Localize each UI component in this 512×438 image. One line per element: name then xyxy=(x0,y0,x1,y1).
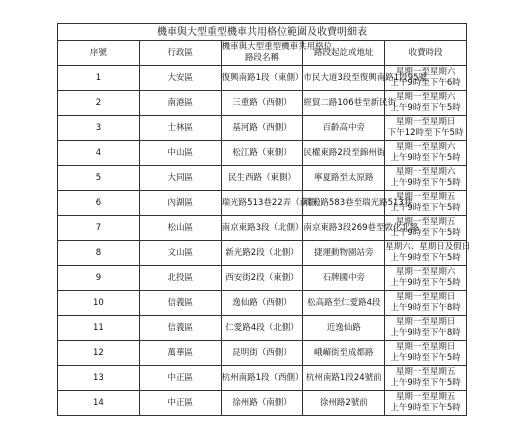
table-body xyxy=(58,66,471,416)
cell-index: 12 xyxy=(58,341,140,366)
cell-district: 信義區 xyxy=(139,291,221,316)
cell-segment: 近逸仙路 xyxy=(303,316,385,341)
cell-index: 11 xyxy=(58,316,140,341)
header-road-line: 路段名稱 xyxy=(244,53,279,63)
header-segment: 路段起訖或地址 xyxy=(303,41,385,66)
cell-index: 4 xyxy=(58,141,140,166)
table-row xyxy=(58,291,467,316)
cell-hours xyxy=(385,216,467,241)
cell-index: 14 xyxy=(58,391,140,416)
cell-district: 中山區 xyxy=(139,141,221,166)
cell-road: 民生西路（東側） xyxy=(221,166,303,191)
cell-hours xyxy=(385,166,467,191)
hours-line: 星期一至星期六 xyxy=(395,142,456,152)
table-row xyxy=(58,266,467,291)
cell-district: 文山區 xyxy=(139,241,221,266)
cell-road: 昆明街（西側） xyxy=(221,341,303,366)
cell-index: 7 xyxy=(58,216,140,241)
cell-hours xyxy=(385,91,467,116)
cell-hours xyxy=(385,291,467,316)
cell-road: 西安街2段（東側） xyxy=(221,266,303,291)
table-row xyxy=(58,191,467,216)
cell-hours xyxy=(385,241,471,266)
cell-segment: 南京東路3段269巷至敦化北路 xyxy=(303,216,385,241)
cell-district: 信義區 xyxy=(139,316,221,341)
hours-line: 星期一至星期六 xyxy=(395,267,456,277)
table-row xyxy=(58,91,467,116)
hours-line: 星期一至星期六 xyxy=(395,92,456,102)
cell-segment: 瑞光路583巷至瑞光路513巷 xyxy=(303,191,385,216)
hours-line: 下午12時至下午5時 xyxy=(387,128,464,138)
header-road-line: 機車與大型重型機車共用格位 xyxy=(221,42,333,52)
cell-road: 瑞光路513巷22弄（南側） xyxy=(221,191,303,216)
cell-index: 13 xyxy=(58,366,140,391)
hours-line: 上午9時至下午6時 xyxy=(390,78,461,88)
cell-index: 2 xyxy=(58,91,140,116)
cell-segment: 民權東路2段至錦州街 xyxy=(303,141,385,166)
table-row xyxy=(58,116,467,141)
cell-index: 9 xyxy=(58,266,140,291)
hours-line: 星期一至星期五 xyxy=(395,392,456,402)
cell-district: 北投區 xyxy=(139,266,221,291)
hours-line: 星期一至星期日 xyxy=(395,342,456,352)
cell-index: 1 xyxy=(58,66,140,91)
cell-segment: 峨嵋街至成都路 xyxy=(303,341,385,366)
cell-hours xyxy=(385,191,467,216)
cell-district: 萬華區 xyxy=(139,341,221,366)
hours-line: 上午9時至下午5時 xyxy=(390,353,461,363)
cell-index: 6 xyxy=(58,191,140,216)
cell-road: 逸仙路（西側） xyxy=(221,291,303,316)
hours-line: 上午9時至下午5時 xyxy=(390,203,461,213)
hours-line: 上午9時至下午5時 xyxy=(390,253,461,263)
hours-line: 上午9時至下午5時 xyxy=(390,278,461,288)
cell-segment: 市民大道3段至復興南路1段95號 xyxy=(303,66,385,91)
table-row xyxy=(58,366,467,391)
hours-line: 上午9時至下午5時 xyxy=(390,228,461,238)
cell-hours xyxy=(385,66,467,91)
hours-line: 上午9時至下午8時 xyxy=(390,328,461,338)
table-row xyxy=(58,141,467,166)
cell-road: 新光路2段（北側） xyxy=(221,241,303,266)
header-hours: 收費時段 xyxy=(385,41,467,66)
cell-road: 復興南路1段（東側） xyxy=(221,66,303,91)
cell-index: 8 xyxy=(58,241,140,266)
table-row xyxy=(58,341,467,366)
cell-segment: 石牌國中旁 xyxy=(303,266,385,291)
cell-segment: 捷運動物園站旁 xyxy=(303,241,385,266)
table-row xyxy=(58,66,467,91)
hours-line: 星期一至星期日 xyxy=(395,292,456,302)
cell-segment: 經貿二路106巷至新民街 xyxy=(303,91,385,116)
cell-hours xyxy=(385,116,467,141)
cell-segment: 寧夏路至太原路 xyxy=(303,166,385,191)
hours-line: 星期一至星期五 xyxy=(395,192,456,202)
header-road xyxy=(221,41,333,66)
hours-line: 上午9時至下午5時 xyxy=(390,103,461,113)
cell-district: 內湖區 xyxy=(139,191,221,216)
cell-district: 松山區 xyxy=(139,216,221,241)
cell-road: 徐州路（南側） xyxy=(221,391,303,416)
cell-road: 南京東路3段（北側） xyxy=(221,216,303,241)
table-row xyxy=(58,316,467,341)
cell-segment: 杭州南路1段24號前 xyxy=(303,366,385,391)
cell-road: 松江路（東側） xyxy=(221,141,303,166)
hours-line: 星期一至星期六 xyxy=(395,167,456,177)
cell-segment: 徐州路2號前 xyxy=(303,391,385,416)
hours-line: 星期一至星期五 xyxy=(395,367,456,377)
table-row xyxy=(58,241,467,266)
table-row xyxy=(58,166,467,191)
cell-index: 5 xyxy=(58,166,140,191)
cell-segment: 百齡高中旁 xyxy=(303,116,385,141)
cell-road: 杭州南路1段（西側） xyxy=(221,366,303,391)
hours-line: 上午9時至下午5時 xyxy=(390,403,461,413)
cell-district: 南港區 xyxy=(139,91,221,116)
table-title: 機車與大型重型機車共用格位範圍及收費明細表 xyxy=(58,24,467,41)
hours-line: 星期一至星期五 xyxy=(395,217,456,227)
hours-line: 上午9時至下午5時 xyxy=(390,153,461,163)
cell-hours xyxy=(385,266,467,291)
cell-district: 大安區 xyxy=(139,66,221,91)
hours-line: 星期一至星期六 xyxy=(395,67,456,77)
cell-hours xyxy=(385,141,467,166)
cell-road: 仁愛路4段（北側） xyxy=(221,316,303,341)
cell-segment: 松高路至仁愛路4段 xyxy=(303,291,385,316)
hours-line: 星期一至星期日 xyxy=(395,317,456,327)
cell-index: 10 xyxy=(58,291,140,316)
hours-line: 上午9時至下午5時 xyxy=(390,378,461,388)
header-district: 行政區 xyxy=(139,41,221,66)
header-index: 序號 xyxy=(58,41,140,66)
table-row xyxy=(58,391,467,416)
cell-hours xyxy=(385,391,467,416)
hours-line: 星期六、星期日及假日 xyxy=(385,242,471,252)
cell-district: 中正區 xyxy=(139,366,221,391)
cell-road: 基河路（西側） xyxy=(221,116,303,141)
hours-line: 上午9時至下午5時 xyxy=(390,178,461,188)
cell-hours xyxy=(385,341,467,366)
cell-district: 大同區 xyxy=(139,166,221,191)
table-row xyxy=(58,216,467,241)
cell-hours xyxy=(385,366,467,391)
cell-district: 中正區 xyxy=(139,391,221,416)
cell-index: 3 xyxy=(58,116,140,141)
fee-table xyxy=(57,23,471,416)
cell-hours xyxy=(385,316,467,341)
hours-line: 上午9時至下午8時 xyxy=(390,303,461,313)
cell-road: 三重路（西側） xyxy=(221,91,303,116)
cell-district: 士林區 xyxy=(139,116,221,141)
hours-line: 星期一至星期日 xyxy=(395,117,456,127)
